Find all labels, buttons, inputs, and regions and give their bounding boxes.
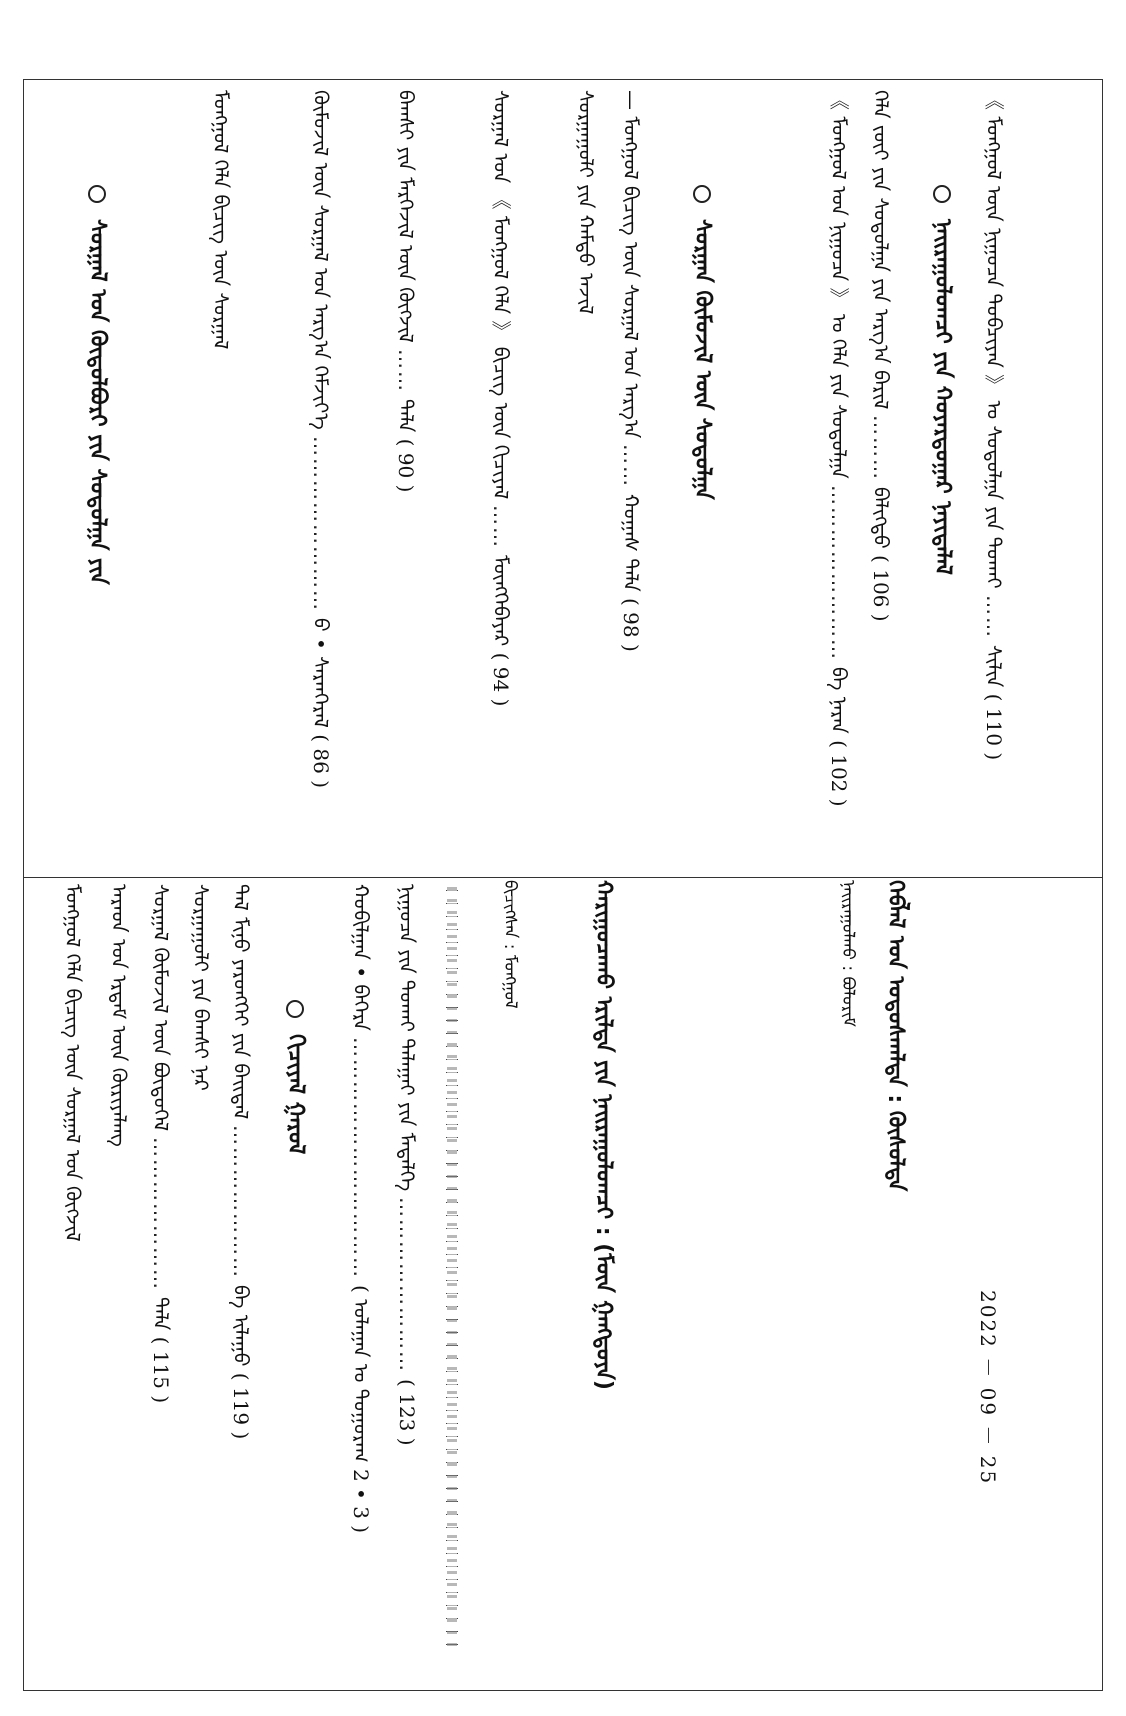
toc-entry[interactable] xyxy=(490,90,512,707)
toc-leader: …………………………… xyxy=(349,1036,373,1279)
section-heading-text: ᠨᠠᠢᠷᠠᠭᠤᠯᠤᠭᠴᠢ ᠶᠢᠨ ᠬᠣᠶᠠᠷᠳᠤᠭᠠᠷ ᠨᠡᠶᠢᠲᠡᠯᠡᠯ xyxy=(930,219,956,575)
toc-leader: …………………… xyxy=(827,484,851,661)
toc-entry-page: ᠪ • ᠰᠠᠷᠠᠨᠭᠡᠷᠡᠯ ( 86 ) xyxy=(309,617,333,788)
toc-entry-page: ᠪᠡᠯᠢᠭᠲᠦ ( 106 ) xyxy=(869,487,893,622)
toc-entry-note: ᠰᠤᠷᠭᠠᠭᠤᠯᠢ ᠶᠢᠨ ᠪᠠᠭᠰᠢ ᠨᠠᠷ xyxy=(189,884,213,1091)
toc-entry-page: ᠲᠠᠯᠠ ( 115 ) xyxy=(149,1297,173,1404)
toc-entry[interactable] xyxy=(620,90,642,652)
toc-entry[interactable] xyxy=(150,884,172,1403)
toc-entry-title: ᠰᠤᠷᠭᠠᠯ ᠬᠦᠮᠦᠵᠢᠯ ᠦᠨ ᠪᠦᠲᠦᠭᠡᠯ xyxy=(149,884,173,1132)
toc-entry-page: ᠪᠠ ᠢᠯᠠᠭᠤ ( 119 ) xyxy=(229,1285,253,1440)
toc-leader: …………………… xyxy=(309,435,333,612)
toc-leader: ……… xyxy=(869,415,893,482)
section-heading-text: ᠬᠢᠴᠢᠶᠡᠯ ᠭᠠᠷᠤᠯ xyxy=(283,1034,309,1155)
section-circle-icon xyxy=(693,185,711,203)
panel-divider xyxy=(24,877,1102,878)
toc-entry[interactable] xyxy=(575,90,597,314)
masthead-line-4: ᠪᠢᠴᠢᠭᠰᠡᠨ : ᠮᠣᠩᠭᠣᠯ xyxy=(500,880,520,1009)
toc-entry[interactable] xyxy=(350,884,372,1533)
toc-entry-title: ᠨᠢᠭᠤᠴᠠ ᠶᠢᠨ ᠲᠤᠬᠠᠢ ᠲᠠᠯᠠᠭᠠᠢ ᠶᠢᠨ ᠮᠡᠳᠡᠯᠭᠡ xyxy=(395,884,419,1192)
toc-leader: ………………… xyxy=(229,1125,253,1280)
toc-entry-page: ᠪᠠ ᠨᠠᠷᠠᠨ ( 102 ) xyxy=(827,666,851,807)
toc-leader: …………………… xyxy=(395,1197,419,1374)
section-circle-icon xyxy=(88,185,106,203)
toc-entry[interactable] xyxy=(828,90,850,806)
toc-entry-title: 《 ᠮᠣᠩᠭᠣᠯ ᠦᠨ ᠨᠢᠭᠤᠴᠠ ᠲᠣᠪᠴᠢᠶᠠᠨ 》 ᠤ ᠰᠤᠳᠤᠯᠭᠠ ᠶᠢᠨ ᠲᠤᠬᠠᠢ xyxy=(982,90,1006,589)
section-heading xyxy=(690,185,714,500)
toc-entry-page: ᠲᠠᠯᠠ ( 90 ) xyxy=(394,398,418,493)
issue-date: 2022 － 09 － 25 xyxy=(976,1290,1000,1486)
masthead-line-2: ᠨᠠᠢᠷᠠᠭᠤᠯᠬᠤ : ᠪᠣᠯᠣᠷᠢᠮ xyxy=(838,880,858,1027)
masthead-line-1: ᠬᠡᠪᠯᠡᠯ ᠤᠨ ᠣᠳᠣᠰᠬᠠᠯᠲᠠ : ᠬᠦᠰᠦᠯᠲᠡ xyxy=(883,880,908,1192)
toc-entry[interactable] xyxy=(870,90,892,622)
toc-leader: ………………… xyxy=(149,1137,173,1292)
toc-leader: …… xyxy=(619,444,643,489)
toc-leader: …… xyxy=(489,505,513,550)
toc-entry-title: ᠬᠦᠮᠦᠵᠢᠯ ᠦᠨ ᠰᠤᠷᠭᠠᠯ ᠤᠨ ᠠᠷᠭ᠎ᠠ ᠬᠡᠮᠵᠢᠶ᠎ᠡ xyxy=(309,90,333,430)
toc-entry-page: ( ᠤᠯᠠᠭᠠᠨ ᠤ ᠲᠤᠭᠤᠷᠠᠭ 2 • 3 ) xyxy=(349,1284,373,1533)
toc-entry-page: ᠬᠤᠭᠠᠰ ᠲᠠᠯᠠ ( 98 ) xyxy=(619,494,643,653)
toc-entry[interactable] xyxy=(108,884,130,1147)
toc-leader: …… xyxy=(394,348,418,393)
toc-entry[interactable] xyxy=(396,884,418,1446)
toc-entry-title: ᠮᠣᠩᠭᠣᠯ ᠬᠡᠯᠡ ᠪᠢᠴᠢᠭ ᠦᠨ ᠰᠤᠷᠭᠠᠯ ᠤᠨ ᠬᠥᠭᠵᠢᠯ xyxy=(61,884,85,1242)
toc-entry-note: ᠠᠷᠠᠳ ᠤᠨ ᠡᠷᠲᠡᠮ ᠦᠨ ᠬᠦᠷᠢᠶᠡᠯᠡᠩ xyxy=(107,884,131,1147)
toc-entry-title: ᠲᠠᠯ ᠮᠢᠨᠦ ᠶᠡᠷᠦᠩᠬᠡᠢ ᠶᠢᠨ ᠪᠠᠢᠳᠠᠯ xyxy=(229,884,253,1120)
toc-entry-title: ᠬᠡᠯᠡ ᠵᠦᠢ ᠶᠢᠨ ᠰᠤᠳᠤᠯᠭᠠ ᠶᠢᠨ ᠠᠷᠭ᠎ᠠ ᠪᠠᠷᠢᠯ xyxy=(869,90,893,410)
toc-entry-title: ᠬᠤᠪᠢᠯᠭᠠᠨ • ᠪᠡᠭᠡᠷᠡ xyxy=(349,884,373,1031)
toc-entry-page: ᠮᠥᠩᠬᠡᠪᠠᠶᠠᠷ ( 94 ) xyxy=(489,555,513,707)
section-heading xyxy=(85,185,109,585)
section-heading xyxy=(283,1000,307,1154)
section-heading-text: ᠰᠤᠷᠭᠠᠯ ᠤᠨ ᠬᠥᠲᠦᠯᠪᠦᠷᠢ ᠶᠢᠨ ᠰᠤᠳᠤᠯᠭᠠ ᠶᠢᠨ xyxy=(85,219,111,585)
toc-entry[interactable] xyxy=(230,884,252,1440)
section-circle-icon xyxy=(933,185,951,203)
toc-entry-title: — ᠮᠣᠩᠭᠣᠯ ᠪᠢᠴᠢᠭ ᠦᠨ ᠰᠤᠷᠭᠠᠯ ᠤᠨ ᠠᠷᠭ᠎ᠠ xyxy=(619,90,643,439)
toc-entry[interactable] xyxy=(210,90,232,349)
toc-entry-title: ᠪᠠᠭᠰᠢ ᠶᠢᠨ ᠮᠡᠷᠭᠡᠵᠢᠯ ᠦᠨ ᠬᠥᠭᠵᠢᠯ xyxy=(394,90,418,343)
masthead-line-3: ᠬᠠᠷᠢᠭᠤᠴᠠᠬᠤ ᠡᠷᠢᠯᠲᠡ ᠶᠢᠨ ᠨᠠᠢᠷᠠᠭᠤᠯᠤᠭᠴᠢ : (ᠮᠦᠨ ᠭᠠᠩᠲᠤᠶᠠ) xyxy=(591,880,616,1390)
toc-entry-note: ᠮᠣᠩᠭᠣᠯ ᠬᠡᠯᠡ ᠪᠢᠴᠢᠭ ᠦᠨ ᠰᠤᠷᠭᠠᠯ xyxy=(209,90,233,350)
toc-entry[interactable] xyxy=(983,90,1005,760)
toc-entry[interactable] xyxy=(310,90,332,788)
decorative-border xyxy=(446,884,458,1649)
toc-entry-title: 《 ᠮᠣᠩᠭᠣᠯ ᠤᠨ ᠨᠢᠭᠤᠴᠠ 》 ᠤ ᠬᠡᠯᠡ ᠶᠢᠨ ᠰᠤᠳᠤᠯᠭᠠ xyxy=(827,90,851,479)
section-heading-text: ᠰᠤᠷᠭᠠᠨ ᠬᠦᠮᠦᠵᠢᠯ ᠦᠨ ᠰᠤᠳᠤᠯᠭᠠ xyxy=(690,219,716,500)
toc-entry-title: ᠰᠤᠷᠭᠠᠯ ᠤᠨ 《 ᠮᠣᠩᠭᠣᠯ ᠬᠡᠯᠡ 》 ᠪᠢᠴᠢᠭ ᠦᠨ ᠬᠢᠴᠢᠶᠡᠯ xyxy=(489,90,513,500)
toc-leader: …… xyxy=(982,594,1006,639)
toc-entry-page: ᠰᠢᠯᠢᠨ ( 110 ) xyxy=(982,644,1006,760)
toc-entry[interactable] xyxy=(62,884,84,1242)
section-circle-icon xyxy=(286,1000,304,1018)
toc-entry[interactable] xyxy=(395,90,417,492)
toc-entry-page: ( 123 ) xyxy=(395,1379,419,1446)
toc-entry-note: ᠰᠤᠷᠭᠠᠭᠤᠯᠢ ᠶᠢᠨ ᠬᠠᠮᠲᠤ ᠠᠵᠢᠯ xyxy=(574,90,598,315)
section-heading xyxy=(930,185,954,575)
toc-entry[interactable] xyxy=(190,884,212,1091)
